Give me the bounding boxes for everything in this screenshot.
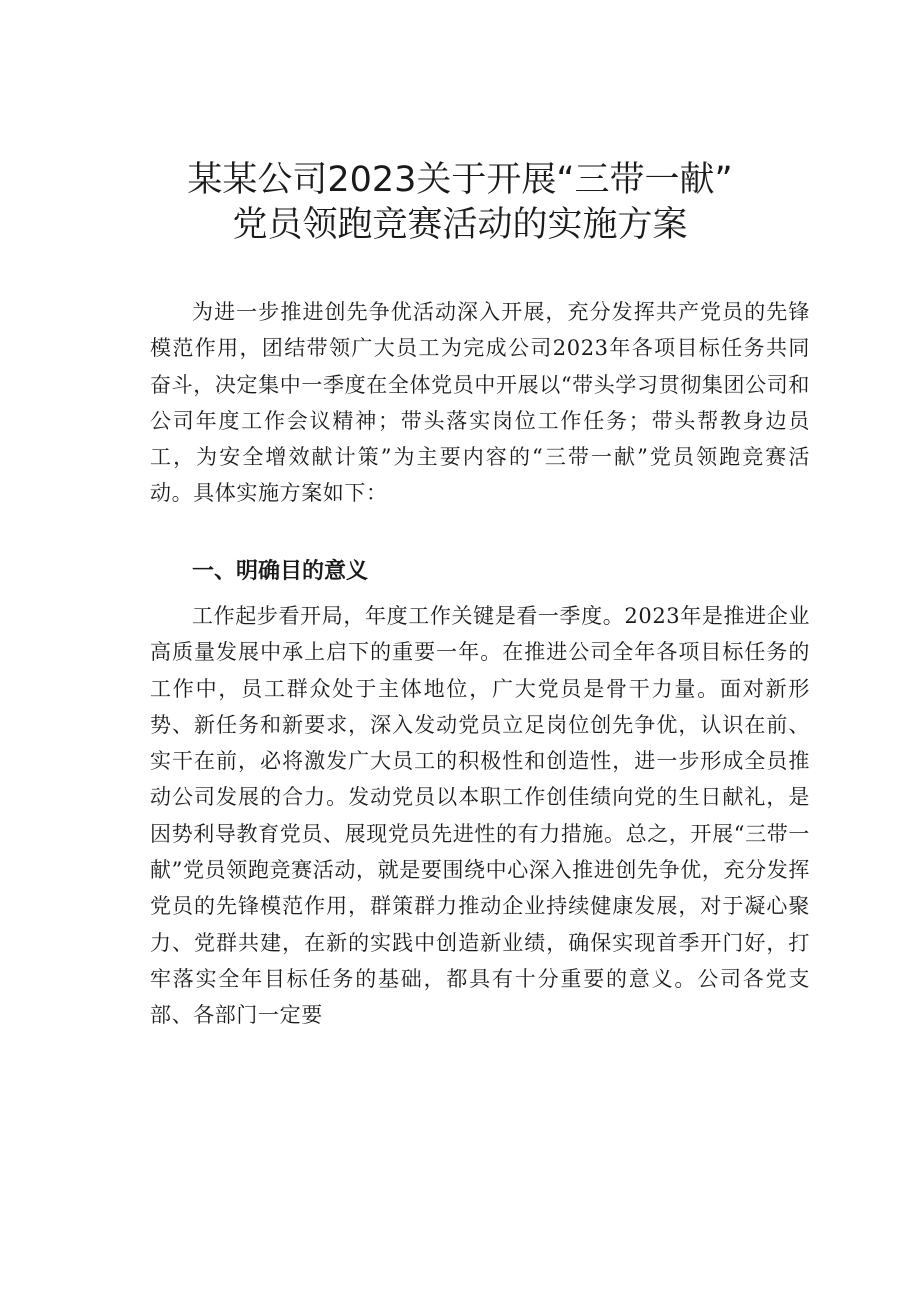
section-1-body [150,598,810,1034]
section-1-paragraph: 工作起步看开局，年度工作关键是看一季度。2023年是推进企业高质量发展中承上启下的重要一年。在推进公司全年各项目标任务的工作中，员工群众处于主体地位，广大党员是骨干力量。面对新形势、新任务和新要求，深入发动党员立足岗位创先争优，认识在前、实干在前，必将激发广大员工的积极性和创造性，进一步形成全员推动公司发展的合力。发动党员以本职工作创佳绩向党的生日献礼，是因势利导教育党员、展现党员先进性的有力措施。总之，开展“三带一献”党员领跑竞赛活动，就是要围绕中心深入推进创先争优，充分发挥党员的先锋模范作用，群策群力推动企业持续健康发展，对于凝心聚力、党群共建，在新的实践中创造新业绩，确保实现首季开门好，打牢落实全年目标任务的基础，都具有十分重要的意义。公司各党支部、各部门一定要 [150,604,810,1028]
document-title-line-2: 党员领跑竞赛活动的实施方案 [232,205,688,245]
intro-paragraph: 为进一步推进创先争优活动深入开展，充分发挥共产党员的先锋模范作用，团结带领广大员工为完成公司2023年各项目标任务共同奋斗，决定集中一季度在全体党员中开展以“带头学习贯彻集团公司和公司年度工作会议精神；带头落实岗位工作任务；带头帮教身边员工，为安全增效献计策”为主要内容的“三带一献”党员领跑竞赛活动。具体实施方案如下： [150,300,810,506]
intro-section [150,294,810,512]
section-heading-1: 一、明确目的意义 [192,559,369,584]
document-title-line-1: 某某公司2023关于开展“三带一献” [187,160,733,200]
